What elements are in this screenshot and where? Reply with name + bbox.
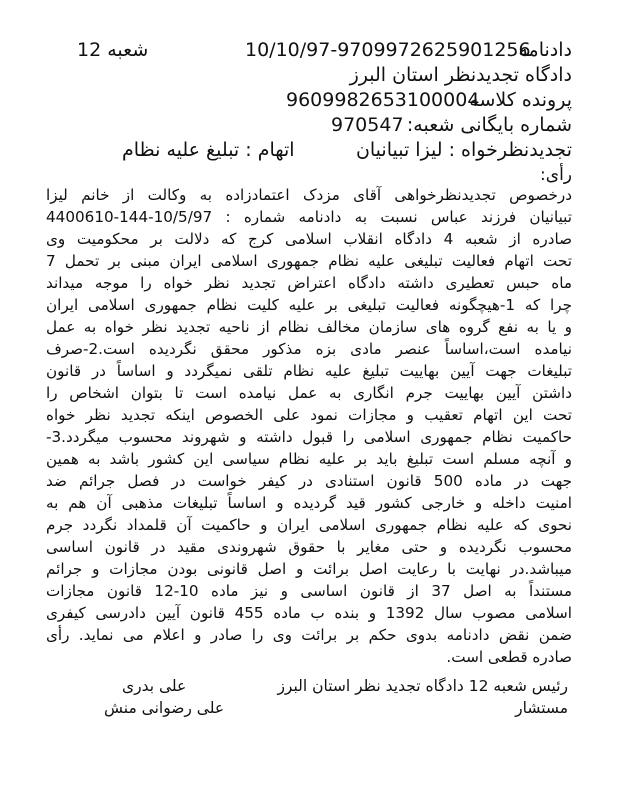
body-line: صادره قطعی است.	[446, 648, 572, 666]
body-line: تحت این اتهام تعقیب و مجازات نمود علی الخصوص اینکه تجدید نظر خواه	[46, 406, 572, 424]
body-line: تبیانیان فرزند عباس نسبت به دادنامه شماره : 10/5/97-144-4400610	[46, 208, 572, 226]
chief-judge-title: رئیس شعبه 12 دادگاه تجدید نظر استان البرز	[277, 677, 568, 695]
appellant: تجدیدنظرخواه : لیزا تبیانیان	[355, 139, 572, 161]
archive-label: شماره بایگانی شعبه:	[406, 114, 572, 136]
body-line: ضمن نقض دادنامه بدوی حکم بر برائت وی را صادر و اعلام می نماید. رأی	[46, 626, 572, 644]
branch-label: شعبه 12	[77, 39, 149, 61]
court-name: دادگاه تجدیدنظر استان البرز	[349, 64, 572, 86]
advisor-name: علی رضوانی منش	[104, 699, 225, 717]
body-line: اسلامی مصوب سال 1392 و بنده ب ماده 455 قانون آیین دادرسی کیفری	[46, 604, 573, 622]
chief-judge-name: علی بدری	[122, 677, 187, 695]
body-line: تحت اتهام فعالیت تبلیغی علیه نظام جمهوری اسلامی ایران مبنی بر تحمل 7	[46, 252, 572, 270]
body-line: درخصوص تجدیدنظرخواهی آقای مزدک اعتمادزاده به وکالت از خانم لیزا	[46, 186, 572, 204]
body-line: و یا به نفع گروه های سازمان مخالف نظام از ناحیه تجدید نظر خواه به عمل	[46, 318, 572, 336]
body-line: امنیت داخله و خارجی کشور قید گردیده و اساساً تبلیغات مذهبی آن هم به	[46, 494, 572, 512]
body-line: جهت در ماده 500 قانون استنادی در کیفر خواست در فصل جرائم ضد	[46, 472, 572, 490]
body-line: داشتن آیین بهاییت جرم انگاری به عمل نیامده است تا بتوان اشخاص را	[46, 384, 572, 402]
body-line: مستنداً به اصل 37 از قانون اساسی و نیز ماده 10-12 قانون مجازات	[46, 582, 572, 600]
charge: اتهام : تبلیغ علیه نظام	[122, 139, 295, 161]
body-line: تبلیغات جهت آیین بهاییت تبلیغ علیه نظام تلقی نمیگردد و اساساً در قانون	[46, 362, 572, 380]
body-line: ماه حبس تعطیری داشته دادگاه اعتراض تجدید نظر خواه را موجه میداند	[46, 274, 572, 292]
body-line: میباشد.در نهایت با رعایت اصل برائت و اصل قانونی بودن مجازات و جرائم	[46, 560, 572, 578]
file-number: 9609982653100004	[286, 89, 480, 111]
case-number: 10/10/97-9709972625901256	[245, 39, 531, 61]
body-line: محسوب نگردیده و حتی مغایر با حقوق شهروندی مقید در قانون اساسی	[46, 538, 572, 556]
body-line: نیامده است،اساساً عنصر مادی بزه مذکور محقق نگردیده است.2-صرف	[46, 340, 572, 358]
archive-number: 970547	[331, 114, 404, 136]
case-label: دادنامه	[518, 39, 572, 61]
opinion-label: رأی:	[540, 165, 572, 185]
body-line: صادره از شعبه 4 دادگاه انقلاب اسلامی کرج که دلالت بر محکومیت وی	[46, 230, 572, 248]
body-line: حاکمیت نظام جمهوری اسلامی را قبول داشته و شهروند محسوب میگردد.3-	[46, 428, 572, 446]
body-line: نحوی که علیه نظام جمهوری اسلامی ایران و حاکمیت آن قلمداد نگردد جرم	[46, 516, 572, 534]
body-line: و آنچه مسلم است تبلیغ باید بر علیه نظام سیاسی این کشور باشد به همین	[46, 450, 572, 468]
body-line: چرا که 1-هیچگونه فعالیت تبلیغی بر علیه کلیت نظام جمهوری اسلامی ایران	[46, 296, 572, 314]
file-label: پرونده کلاسه	[469, 89, 572, 111]
advisor-title: مستشار	[515, 699, 568, 717]
